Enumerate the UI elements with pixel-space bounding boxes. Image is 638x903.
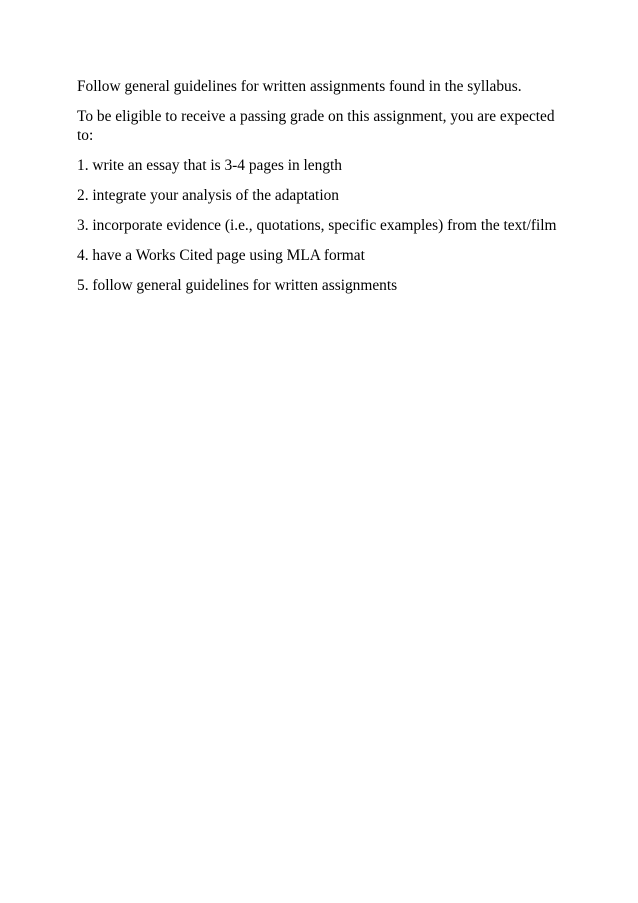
requirement-item: 5. follow general guidelines for written assignments [77,277,398,294]
intro-paragraph: Follow general guidelines for written assignments found in the syllabus. [77,78,522,95]
requirement-item: 1. write an essay that is 3-4 pages in length [77,157,342,174]
requirement-item: 4. have a Works Cited page using MLA format [77,247,365,264]
requirement-item: 3. incorporate evidence (i.e., quotations, specific examples) from the text/film [77,217,557,234]
eligibility-paragraph: To be eligible to receive a passing grade on this assignment, you are expected to: [77,108,555,144]
requirements-list [77,156,557,295]
requirement-item: 2. integrate your analysis of the adaptation [77,187,339,204]
document-body [77,77,557,306]
